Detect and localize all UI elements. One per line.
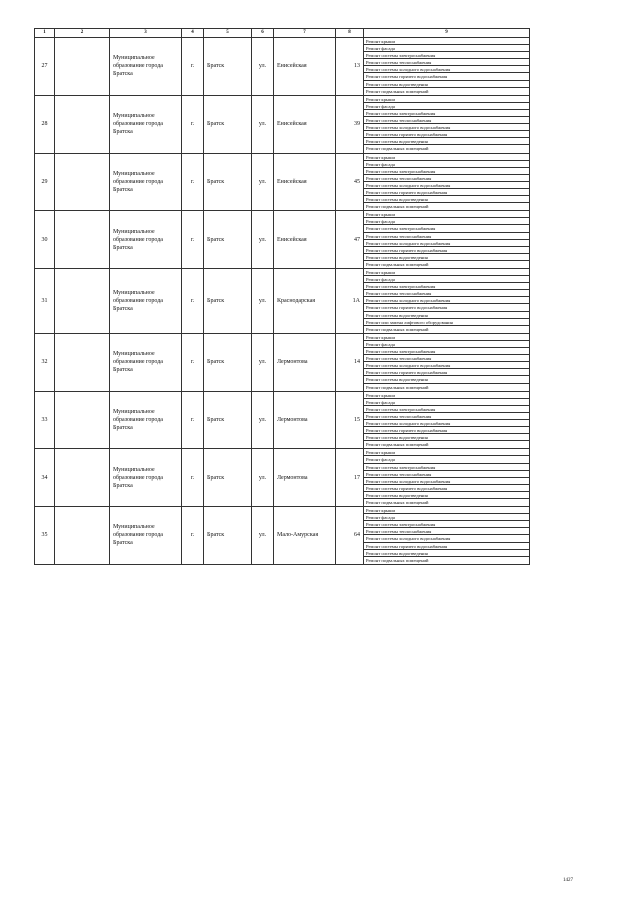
work-item: Ремонт системы теплоснабжения [364, 355, 529, 362]
work-item: Ремонт фасада [364, 514, 529, 521]
work-item: Ремонт подвальных помещений [366, 384, 429, 390]
work-item: Ремонт системы электроснабжения [364, 406, 529, 413]
house-number-cell: 14 [336, 333, 364, 391]
street-type-cell: ул. [252, 449, 274, 507]
work-item: Ремонт подвальных помещений [366, 326, 429, 332]
settlement-type-cell: г. [182, 269, 204, 334]
work-item: Ремонт или замена лифтового оборудования [364, 319, 529, 326]
work-item: Ремонт системы теплоснабжения [364, 117, 529, 124]
street-type-cell: ул. [252, 391, 274, 449]
work-item: Ремонт подвальных помещений [366, 204, 429, 210]
work-item: Ремонт системы водоотведения [364, 81, 529, 88]
work-item: Ремонт системы электроснабжения [364, 168, 529, 175]
work-item: Ремонт системы водоотведения [364, 312, 529, 319]
work-item: Ремонт крыши [364, 96, 529, 103]
work-item: Ремонт фасада [364, 45, 529, 52]
work-item: Ремонт системы горячего водоснабжения [364, 485, 529, 492]
row-number: 35 [35, 507, 55, 565]
column-number: 9 [364, 29, 530, 38]
work-item: Ремонт системы теплоснабжения [364, 59, 529, 66]
work-item: Ремонт крыши [364, 449, 529, 456]
house-number-cell: 39 [336, 95, 364, 153]
city-cell: Братск [204, 391, 252, 449]
settlement-type-cell: г. [182, 333, 204, 391]
street-cell: Лермонтова [274, 391, 336, 449]
work-item: Ремонт системы теплоснабжения [364, 413, 529, 420]
works-cell [364, 333, 530, 391]
house-number-cell: 47 [336, 211, 364, 269]
work-item: Ремонт подвальных помещений [366, 557, 429, 563]
works-cell [364, 153, 530, 211]
work-item: Ремонт системы водоотведения [364, 254, 529, 261]
settlement-type-cell: г. [182, 38, 204, 96]
column-number: 3 [110, 29, 182, 38]
work-item: Ремонт фасада [364, 161, 529, 168]
municipality-cell: Муниципальное образование города Братска [110, 449, 182, 507]
street-type-cell: ул. [252, 95, 274, 153]
work-item: Ремонт системы электроснабжения [364, 225, 529, 232]
work-item: Ремонт подвальных помещений [366, 500, 429, 505]
column-number: 5 [204, 29, 252, 38]
work-item: Ремонт системы водоотведения [364, 138, 529, 145]
work-item: Ремонт крыши [364, 38, 529, 45]
empty-cell [55, 211, 110, 269]
street-cell: Лермонтова [274, 449, 336, 507]
work-item: Ремонт системы водоотведения [364, 434, 529, 441]
empty-cell [55, 38, 110, 96]
work-item: Ремонт системы холодного водоснабжения [364, 182, 529, 189]
works-cell [364, 507, 530, 565]
house-number-cell: 1А [336, 269, 364, 334]
city-cell: Братск [204, 153, 252, 211]
work-item: Ремонт системы горячего водоснабжения [364, 247, 529, 254]
work-item: Ремонт системы электроснабжения [364, 348, 529, 355]
column-number: 2 [55, 29, 110, 38]
table-row [35, 333, 530, 391]
settlement-type-cell: г. [182, 95, 204, 153]
row-number: 34 [35, 449, 55, 507]
work-item: Ремонт системы горячего водоснабжения [364, 73, 529, 80]
row-number: 33 [35, 391, 55, 449]
settlement-type-cell: г. [182, 507, 204, 565]
column-number: 6 [252, 29, 274, 38]
work-item: Ремонт системы горячего водоснабжения [364, 427, 529, 434]
works-cell [364, 269, 530, 334]
works-cell [364, 95, 530, 153]
row-number: 32 [35, 333, 55, 391]
work-item: Ремонт крыши [364, 392, 529, 399]
page-number: 1427 [563, 878, 573, 883]
city-cell: Братск [204, 269, 252, 334]
settlement-type-cell: г. [182, 449, 204, 507]
work-item: Ремонт фасада [364, 218, 529, 225]
work-item: Ремонт системы электроснабжения [364, 521, 529, 528]
street-cell: Краснодарская [274, 269, 336, 334]
street-cell: Енисейская [274, 153, 336, 211]
municipality-cell: Муниципальное образование города Братска [110, 391, 182, 449]
street-type-cell: ул. [252, 507, 274, 565]
row-number: 29 [35, 153, 55, 211]
work-item: Ремонт фасада [364, 456, 529, 463]
column-number: 4 [182, 29, 204, 38]
house-number-cell: 45 [336, 153, 364, 211]
street-type-cell: ул. [252, 38, 274, 96]
street-type-cell: ул. [252, 333, 274, 391]
work-item: Ремонт системы горячего водоснабжения [364, 543, 529, 550]
work-item: Ремонт системы водоотведения [364, 196, 529, 203]
empty-cell [55, 449, 110, 507]
column-number: 1 [35, 29, 55, 38]
table-row [35, 211, 530, 269]
empty-cell [55, 333, 110, 391]
work-item: Ремонт фасада [364, 276, 529, 283]
empty-cell [55, 391, 110, 449]
table-row [35, 38, 530, 96]
work-item: Ремонт системы электроснабжения [364, 464, 529, 471]
work-item: Ремонт подвальных помещений [366, 261, 429, 267]
house-number-cell: 17 [336, 449, 364, 507]
work-item: Ремонт системы холодного водоснабжения [364, 297, 529, 304]
work-item: Ремонт системы теплоснабжения [364, 528, 529, 535]
work-item: Ремонт системы холодного водоснабжения [364, 420, 529, 427]
street-type-cell: ул. [252, 211, 274, 269]
city-cell: Братск [204, 95, 252, 153]
row-number: 31 [35, 269, 55, 334]
work-item: Ремонт системы горячего водоснабжения [364, 189, 529, 196]
street-type-cell: ул. [252, 153, 274, 211]
table-row [35, 269, 530, 334]
street-cell: Мало-Амурская [274, 507, 336, 565]
house-number-cell: 13 [336, 38, 364, 96]
work-item: Ремонт системы водоотведения [364, 376, 529, 383]
work-item: Ремонт системы холодного водоснабжения [364, 362, 529, 369]
work-item: Ремонт системы теплоснабжения [364, 290, 529, 297]
table-row [35, 507, 530, 565]
work-item: Ремонт фасада [364, 103, 529, 110]
street-cell: Енисейская [274, 38, 336, 96]
settlement-type-cell: г. [182, 211, 204, 269]
empty-cell [55, 269, 110, 334]
street-cell: Енисейская [274, 95, 336, 153]
settlement-type-cell: г. [182, 391, 204, 449]
settlement-type-cell: г. [182, 153, 204, 211]
work-item: Ремонт системы холодного водоснабжения [364, 478, 529, 485]
house-number-cell: 64 [336, 507, 364, 565]
work-item: Ремонт системы электроснабжения [364, 283, 529, 290]
work-item: Ремонт системы горячего водоснабжения [364, 304, 529, 311]
municipality-cell: Муниципальное образование города Братска [110, 269, 182, 334]
work-item: Ремонт системы холодного водоснабжения [364, 66, 529, 73]
work-item: Ремонт системы холодного водоснабжения [364, 240, 529, 247]
work-item: Ремонт крыши [364, 211, 529, 218]
municipality-cell: Муниципальное образование города Братска [110, 507, 182, 565]
empty-cell [55, 95, 110, 153]
city-cell: Братск [204, 449, 252, 507]
work-item: Ремонт крыши [364, 507, 529, 514]
municipality-cell: Муниципальное образование города Братска [110, 38, 182, 96]
table-row [35, 391, 530, 449]
work-item: Ремонт крыши [364, 154, 529, 161]
works-cell [364, 211, 530, 269]
work-item: Ремонт системы теплоснабжения [364, 175, 529, 182]
table-row [35, 449, 530, 507]
work-item: Ремонт системы горячего водоснабжения [364, 369, 529, 376]
work-item: Ремонт системы теплоснабжения [364, 233, 529, 240]
table-row [35, 153, 530, 211]
work-item: Ремонт системы холодного водоснабжения [364, 535, 529, 542]
works-cell [364, 391, 530, 449]
repair-program-table [34, 28, 530, 565]
municipality-cell: Муниципальное образование города Братска [110, 211, 182, 269]
city-cell: Братск [204, 211, 252, 269]
city-cell: Братск [204, 507, 252, 565]
work-item: Ремонт подвальных помещений [366, 88, 429, 94]
work-item: Ремонт крыши [364, 269, 529, 276]
works-cell [364, 38, 530, 96]
work-item: Ремонт системы горячего водоснабжения [364, 131, 529, 138]
work-item: Ремонт системы электроснабжения [364, 110, 529, 117]
work-item: Ремонт фасада [364, 399, 529, 406]
house-number-cell: 15 [336, 391, 364, 449]
street-type-cell: ул. [252, 269, 274, 334]
work-item: Ремонт системы теплоснабжения [364, 471, 529, 478]
municipality-cell: Муниципальное образование города Братска [110, 333, 182, 391]
empty-cell [55, 153, 110, 211]
street-cell: Енисейская [274, 211, 336, 269]
row-number: 30 [35, 211, 55, 269]
column-number-header-row [35, 29, 530, 38]
work-item: Ремонт системы водоотведения [364, 492, 529, 499]
works-cell [364, 449, 530, 507]
work-item: Ремонт системы холодного водоснабжения [364, 124, 529, 131]
empty-cell [55, 507, 110, 565]
column-number: 7 [274, 29, 336, 38]
street-cell: Лермонтова [274, 333, 336, 391]
municipality-cell: Муниципальное образование города Братска [110, 95, 182, 153]
work-item: Ремонт системы электроснабжения [364, 52, 529, 59]
work-item: Ремонт системы водоотведения [364, 550, 529, 557]
work-item: Ремонт фасада [364, 341, 529, 348]
municipality-cell: Муниципальное образование города Братска [110, 153, 182, 211]
work-item: Ремонт подвальных помещений [366, 146, 429, 152]
column-number: 8 [336, 29, 364, 38]
city-cell: Братск [204, 333, 252, 391]
table-row [35, 95, 530, 153]
work-item: Ремонт подвальных помещений [366, 442, 429, 448]
row-number: 28 [35, 95, 55, 153]
work-item: Ремонт крыши [364, 334, 529, 341]
row-number: 27 [35, 38, 55, 96]
city-cell: Братск [204, 38, 252, 96]
